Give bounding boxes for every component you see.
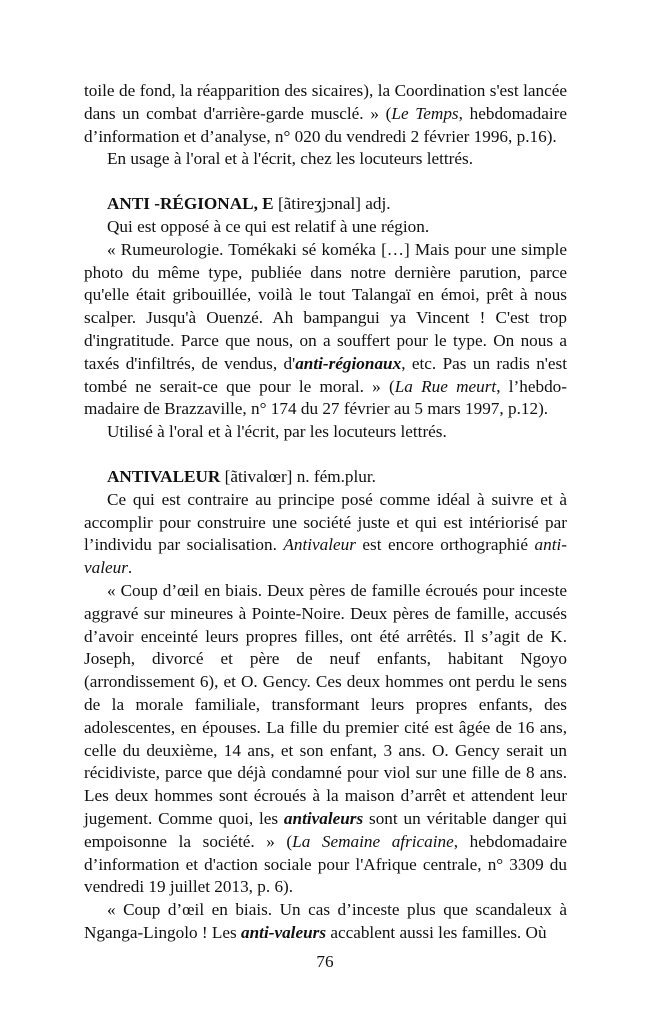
definition	[84, 489, 567, 580]
cited-keyword: anti-valeurs	[241, 922, 327, 942]
pronunciation: [ãtireʒjɔnal] adj.	[273, 194, 391, 214]
usage-note: Utilisé à l'oral et à l'écrit, par les locuteurs lettrés.	[107, 422, 447, 442]
citation-paragraph	[84, 580, 567, 899]
quote-text: , etc. Pas un radis n'est tombé ne serait-ce que pour le moral. » (	[84, 353, 567, 396]
cited-keyword: antivaleurs	[283, 808, 364, 828]
pronunciation: [ãtivalœr] n. fém.plur.	[220, 466, 376, 486]
spelling-variant: anti-valeur	[84, 535, 567, 578]
entry-header-antivaleur	[84, 466, 567, 489]
quote-text: toile de fond, la réapparition des sicaires), la Coordination s'est lancée dans un combat d'arrière-garde musclé. » (	[84, 81, 567, 123]
source-title: La Rue meurt	[394, 376, 497, 396]
spelling-variant: Antivaleur	[283, 535, 356, 555]
source-details: , hebdomadaire d’information et d'action sociale pour l'Afrique centrale, n° 3309 du vendredi 19 juillet 2013, p. 6).	[84, 831, 568, 897]
quote-text: « Coup d’œil en biais. Un cas d’inceste plus que scandaleux à Nganga-Lingolo ! Les	[84, 900, 567, 942]
page-number: 76	[316, 952, 334, 971]
cited-keyword: anti-régionaux	[295, 353, 402, 373]
source-title: La Semaine africaine	[292, 831, 454, 851]
source-details: , hebdomadaire d’information et d’analyse, n° 020 du vendredi 2 février 1996, p.16).	[84, 103, 568, 146]
continuation-paragraph	[84, 80, 567, 148]
definition-text: Ce qui est contraire au principe posé comme idéal à suivre et à accomplir pour construire une société juste et qui est intériorisé par l’individu par socialisation.	[84, 489, 567, 555]
quote-text: sont un véritable danger qui empoisonne la société. » (	[84, 808, 567, 851]
quote-text: accablent aussi les familles. Où	[326, 922, 547, 942]
document-page	[84, 80, 567, 945]
quote-text: « Coup d’œil en biais. Deux pères de famille écroués pour inceste aggravé sur mineures à Pointe-Noire. Deux pères de famille, accusés d’avoir enceinté leurs propres filles, ont été arrêtés. Il s’agit de K. Joseph, divorcé et père de neuf enfants, habitant Ngoyo (arrondissement 6), et O. Gency. Ces deux hommes ont perdu le sens de la morale familiale, transformant leurs propres enfants, des adolescentes, en épouses. La fille du premier cité est âgée de 16 ans, celle du deuxième, 14 ans, et son enfant, 3 ans. O. Gency serait un récidiviste, parce que déjà condamné pour viol sur une fille de 8 ans. Les deux hommes sont écroués à la maison d’arrêt et attendent leur jugement. Comme quoi, les	[84, 580, 567, 828]
headword: ANTI -RÉGIONAL, E	[107, 194, 274, 214]
entry-header-anti-regional	[84, 193, 567, 216]
definition-text: est encore orthographié	[355, 535, 535, 555]
source-details: , l’hebdo-madaire de Brazzaville, n° 174 du 27 février au 5 mars 1997, p.12).	[84, 376, 567, 419]
definition-text: .	[127, 558, 133, 578]
source-title: Le Temps	[391, 103, 459, 123]
headword: ANTIVALEUR	[107, 466, 221, 486]
citation-paragraph	[84, 239, 567, 421]
quote-text: « Rumeurologie. Tomékaki sé koméka […] Mais pour une simple photo du même type, publiée dans notre dernière parution, parce qu'elle était gribouillée, voilà le tout Talangaï en émoi, prêt à nous scalper. Jusqu'à Ouenzé. Ah bampangui ya Vincent ! C'est trop d'ingratitude. Parce que nous, on a souffert pour le type. On nous a taxés d'infiltrés, de vendus, d'	[84, 239, 567, 373]
usage-note: En usage à l'oral et à l'écrit, chez les locuteurs lettrés.	[107, 149, 474, 169]
entry-separator	[84, 444, 567, 466]
definition: Qui est opposé à ce qui est relatif à une région.	[107, 216, 430, 236]
citation-paragraph	[84, 899, 567, 945]
entry-separator	[84, 171, 567, 193]
